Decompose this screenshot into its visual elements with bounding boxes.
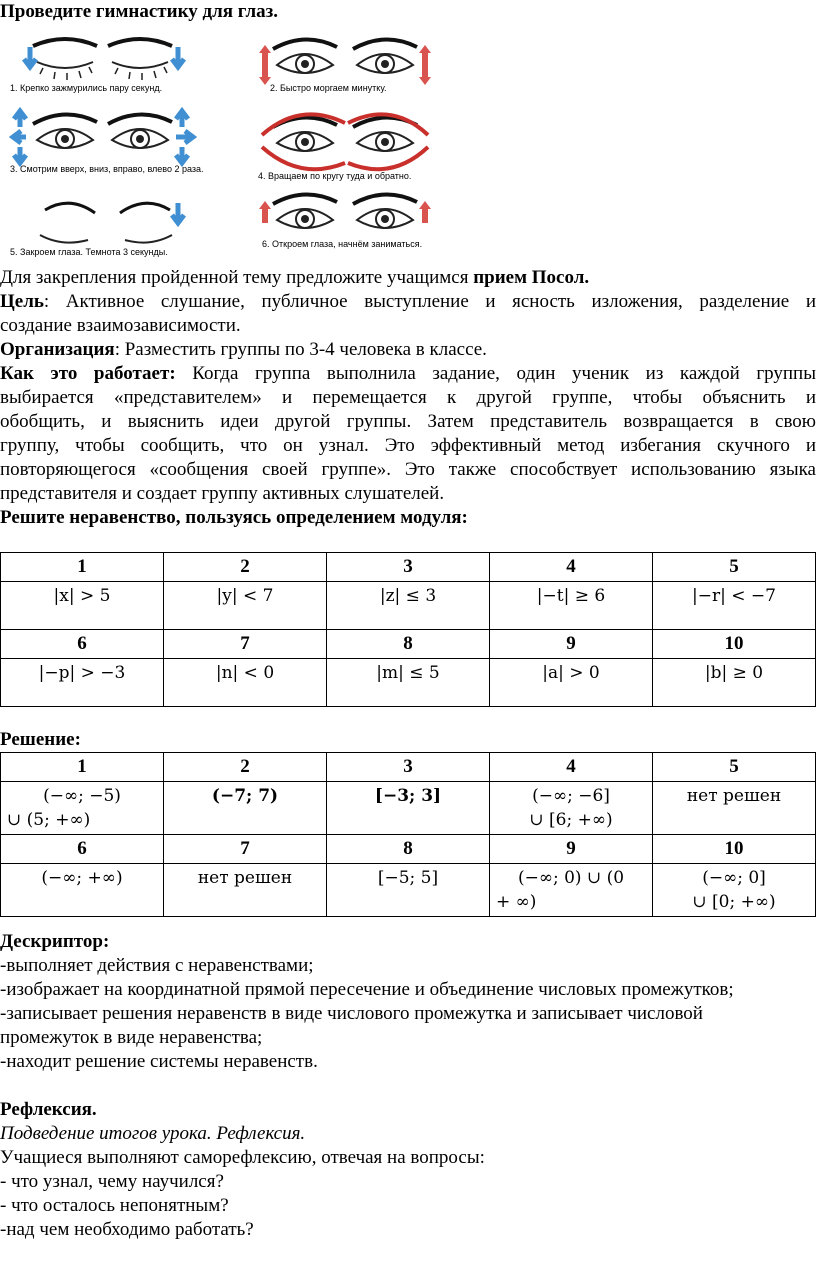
arrow-up-icon <box>419 201 431 209</box>
arrow-up-icon <box>14 111 26 127</box>
solution-header-cell: 3 <box>327 753 490 782</box>
solution-header-cell: 5 <box>653 753 816 782</box>
task-cell: |m| ≤ 5 <box>327 659 490 707</box>
eye-exercise-illustration <box>0 35 460 260</box>
solution-cell: (−∞; +∞) <box>1 864 164 917</box>
page-heading: Проведите гимнастику для глаз. <box>0 1 279 22</box>
solution-heading: Решение: <box>0 729 81 750</box>
solution-header-cell: 2 <box>164 753 327 782</box>
task-header-cell: 2 <box>164 553 327 582</box>
task-cell: |−t| ≥ 6 <box>490 582 653 630</box>
solution-header-cell: 8 <box>327 835 490 864</box>
reflection-question: -над чем необходимо работать? <box>0 1219 254 1240</box>
task-cell: |n| < 0 <box>164 659 327 707</box>
task-cell: |z| ≤ 3 <box>327 582 490 630</box>
how-line-6: представителя и создает группу активных слушателей. <box>0 483 445 504</box>
arrow-down-icon <box>24 47 36 67</box>
arrow-down-icon <box>176 147 188 163</box>
task-cell: |−p| > −3 <box>1 659 164 707</box>
solution-cell: нет решен <box>653 782 816 835</box>
intro-line: Для закрепления пройденной тему предложите учащимся прием Посол. <box>0 267 590 288</box>
how-line-4: группу, чтобы сообщить, что он узнал. Это эффективный метод избегания скучного и <box>0 435 816 456</box>
task-header-cell: 3 <box>327 553 490 582</box>
exercise-panel-6 <box>259 194 431 249</box>
arrow-down-icon <box>172 203 184 223</box>
task-heading: Решите неравенство, пользуясь определением модуля: <box>0 507 468 528</box>
how-line-1: Как это работает: Когда группа выполнила задание, один ученик из каждой группы <box>0 363 816 384</box>
solution-cell: нет решен <box>164 864 327 917</box>
task-cell: |x| > 5 <box>1 582 164 630</box>
arrow-left-icon <box>12 131 26 143</box>
table-row <box>1 630 816 659</box>
task-table <box>0 552 816 707</box>
solution-cell: [−5; 5] <box>327 864 490 917</box>
goal-line-2: создание взаимозависимости. <box>0 315 241 336</box>
solution-header-cell: 9 <box>490 835 653 864</box>
solution-cell: (−∞; −5) ∪ (5; +∞) <box>1 782 164 835</box>
solution-header-cell: 7 <box>164 835 327 864</box>
eye-caption-3: 3. Смотрим вверх, вниз, вправо, влево 2 раза. <box>10 164 204 174</box>
solution-cell: (−∞; 0] ∪ [0; +∞) <box>653 864 816 917</box>
how-line-5: повторяющегося «сообщения своей группе». Это также способствует использованию языка <box>0 459 816 480</box>
task-header-cell: 1 <box>1 553 164 582</box>
exercise-panel-3 <box>10 111 204 174</box>
descriptor-item: -выполняет действия с неравенствами; <box>0 955 314 976</box>
task-cell: |b| ≥ 0 <box>653 659 816 707</box>
table-row <box>1 864 816 917</box>
descriptor-item: промежуток в виде неравенства; <box>0 1027 263 1048</box>
solution-cell: (−∞; 0) ∪ (0 + ∞) <box>490 864 653 917</box>
solution-header-cell: 6 <box>1 835 164 864</box>
eye-caption-6: 6. Откроем глаза, начнём заниматься. <box>262 239 423 249</box>
table-row <box>1 553 816 582</box>
reflection-question: - что узнал, чему научился? <box>0 1171 224 1192</box>
eye-caption-2: 2. Быстро моргаем минутку. <box>270 83 387 93</box>
arrow-up-icon <box>259 201 271 209</box>
arrow-up-icon <box>176 111 188 127</box>
task-header-cell: 7 <box>164 630 327 659</box>
arrow-right-icon <box>176 131 193 143</box>
descriptor-item: -находит решение системы неравенств. <box>0 1051 318 1072</box>
arrow-down-icon <box>14 147 26 163</box>
exercise-panel-4 <box>258 114 428 181</box>
solution-header-cell: 4 <box>490 753 653 782</box>
task-header-cell: 6 <box>1 630 164 659</box>
table-row <box>1 782 816 835</box>
task-cell: |a| > 0 <box>490 659 653 707</box>
descriptor-item: -изображает на координатной прямой пересечение и объединение числовых промежутков; <box>0 979 734 1000</box>
exercise-panel-5 <box>10 203 184 257</box>
descriptor-item: -записывает решения неравенств в виде числового промежутка и записывает числовой <box>0 1003 703 1024</box>
task-cell: |y| < 7 <box>164 582 327 630</box>
task-header-cell: 8 <box>327 630 490 659</box>
descriptor-heading: Дескриптор: <box>0 931 110 952</box>
eye-caption-5: 5. Закроем глаза. Темнота 3 секунды. <box>10 247 168 257</box>
eye-caption-4: 4. Вращаем по кругу туда и обратно. <box>258 171 412 181</box>
solution-header-cell: 1 <box>1 753 164 782</box>
task-cell: |−r| < −7 <box>653 582 816 630</box>
solution-header-cell: 10 <box>653 835 816 864</box>
reflection-intro: Учащиеся выполняют саморефлексию, отвечая на вопросы: <box>0 1147 485 1168</box>
solution-table <box>0 752 816 917</box>
task-header-cell: 5 <box>653 553 816 582</box>
eye-caption-1: 1. Крепко зажмурились пару секунд. <box>10 83 163 93</box>
arrow-down-icon <box>172 47 184 67</box>
table-row <box>1 835 816 864</box>
task-header-cell: 9 <box>490 630 653 659</box>
table-row <box>1 753 816 782</box>
solution-cell: [−3; 3] <box>327 782 490 835</box>
reflection-heading: Рефлексия. <box>0 1099 97 1120</box>
how-line-2: выбирается «представителем» и перемещается к другой группе, чтобы объяснить и <box>0 387 816 408</box>
reflection-question: - что осталось непонятным? <box>0 1195 229 1216</box>
table-row <box>1 659 816 707</box>
task-header-cell: 4 <box>490 553 653 582</box>
goal-line: Цель: Активное слушание, публичное выступление и ясность изложения, разделение и <box>0 291 816 312</box>
solution-cell: (−∞; −6] ∪ [6; +∞) <box>490 782 653 835</box>
task-header-cell: 10 <box>653 630 816 659</box>
how-line-3: обобщить, и выяснить идеи другой группы. Затем представитель возвращается в свою <box>0 411 816 432</box>
reflection-subtitle: Подведение итогов урока. Рефлексия. <box>0 1123 306 1144</box>
solution-cell: (−7; 7) <box>164 782 327 835</box>
exercise-panel-2 <box>259 39 431 93</box>
exercise-panel-1 <box>10 39 184 93</box>
table-row <box>1 582 816 630</box>
organization-line: Организация: Разместить группы по 3-4 человека в классе. <box>0 339 487 360</box>
